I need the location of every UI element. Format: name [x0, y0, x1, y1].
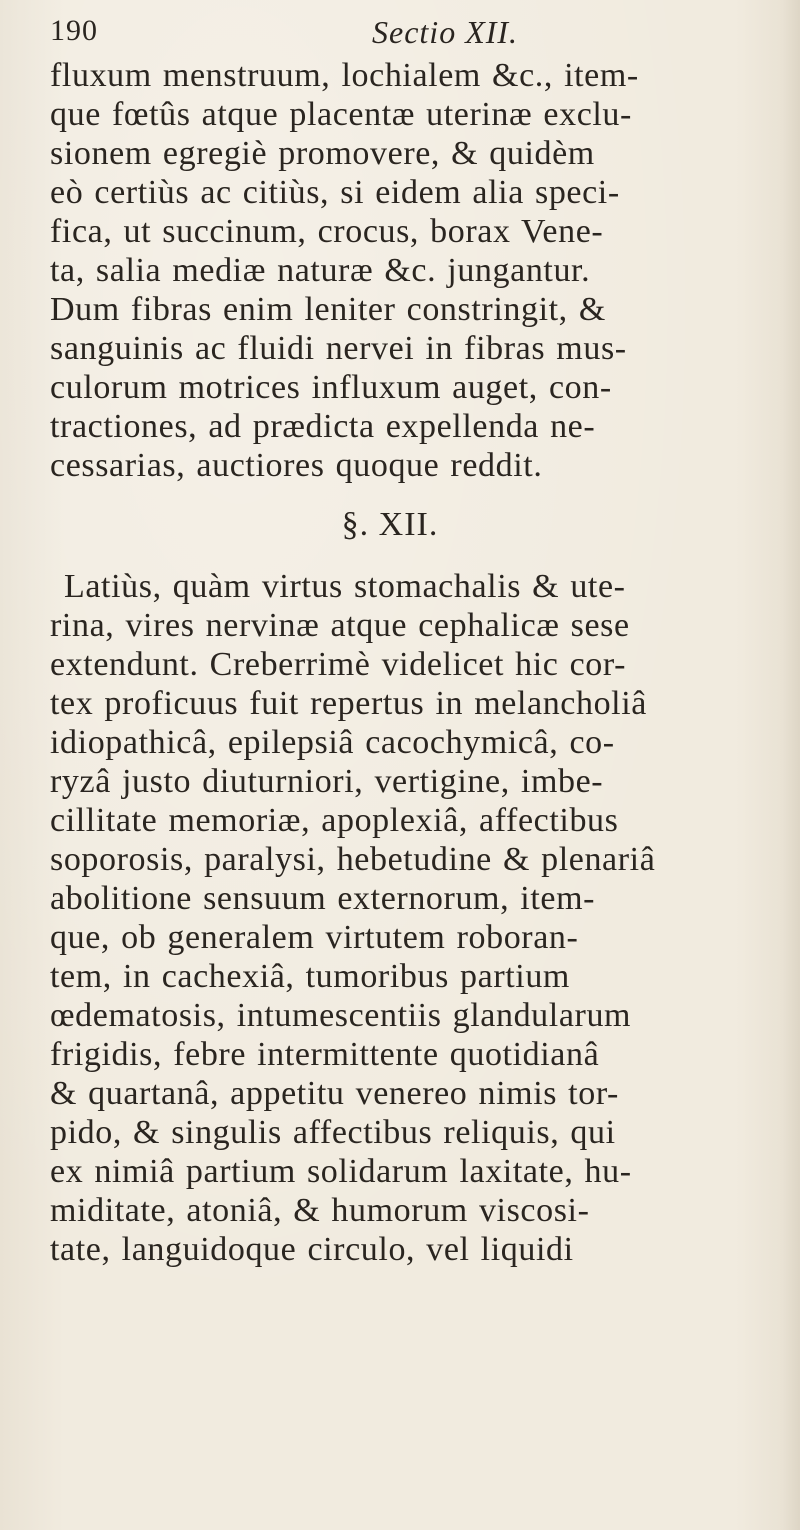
text-line: que, ob generalem virtutem roboran- — [50, 919, 579, 956]
text-line: Dum fibras enim leniter constringit, & — [50, 291, 606, 328]
page-number: 190 — [50, 14, 98, 47]
text-line: Latiùs, quàm virtus stomachalis & ute- — [64, 568, 626, 605]
text-line: frigidis, febre intermittente quotidianâ — [50, 1036, 600, 1073]
text-line: fica, ut succinum, crocus, borax Vene- — [50, 213, 604, 250]
text-line: extendunt. Creberrimè videlicet hic cor- — [50, 646, 627, 683]
text-line: soporosis, paralysi, hebetudine & plenariâ — [50, 841, 656, 878]
paragraph-1 — [50, 56, 770, 485]
page-edge-shadow — [782, 0, 800, 1530]
text-line: sionem egregiè promovere, & quidèm — [50, 135, 595, 172]
text-line: que fœtûs atque placentæ uterinæ exclu- — [50, 96, 632, 133]
text-line: ryzâ justo diuturniori, vertigine, imbe- — [50, 763, 604, 800]
text-line: tem, in cachexiâ, tumoribus partium — [50, 958, 570, 995]
text-line: tractiones, ad prædicta expellenda ne- — [50, 408, 596, 445]
text-line: tate, languidoque circulo, vel liquidi — [50, 1231, 574, 1268]
text-line: cillitate memoriæ, apoplexiâ, affectibus — [50, 802, 619, 839]
text-line: ta, salia mediæ naturæ &c. jungantur. — [50, 252, 591, 289]
text-line: miditate, atoniâ, & humorum viscosi- — [50, 1192, 590, 1229]
text-line: ex nimiâ partium solidarum laxitate, hu- — [50, 1153, 632, 1190]
text-line: tex proficuus fuit repertus in melancholiâ — [50, 685, 647, 722]
section-heading: §. XII. — [341, 506, 439, 543]
running-section-title: Sectio XII. — [372, 14, 519, 50]
text-line: rina, vires nervinæ atque cephalicæ sese — [50, 607, 630, 644]
text-line: eò certiùs ac citiùs, si eidem alia speci- — [50, 174, 620, 211]
text-line: sanguinis ac fluidi nervei in fibras mus- — [50, 330, 627, 367]
running-head — [50, 14, 750, 54]
body-text — [50, 56, 770, 1269]
text-line: cessarias, auctiores quoque reddit. — [50, 447, 543, 484]
text-line: œdematosis, intumescentiis glandularum — [50, 997, 632, 1034]
text-line: & quartanâ, appetitu venereo nimis tor- — [50, 1075, 619, 1112]
text-line: idiopathicâ, epilepsiâ cacochymicâ, co- — [50, 724, 615, 761]
paragraph-2 — [50, 567, 770, 1269]
text-line: abolitione sensuum externorum, item- — [50, 880, 596, 917]
text-line: culorum motrices influxum auget, con- — [50, 369, 612, 406]
text-line: fluxum menstruum, lochialem &c., item- — [50, 57, 639, 94]
text-line: pido, & singulis affectibus reliquis, qui — [50, 1114, 616, 1151]
